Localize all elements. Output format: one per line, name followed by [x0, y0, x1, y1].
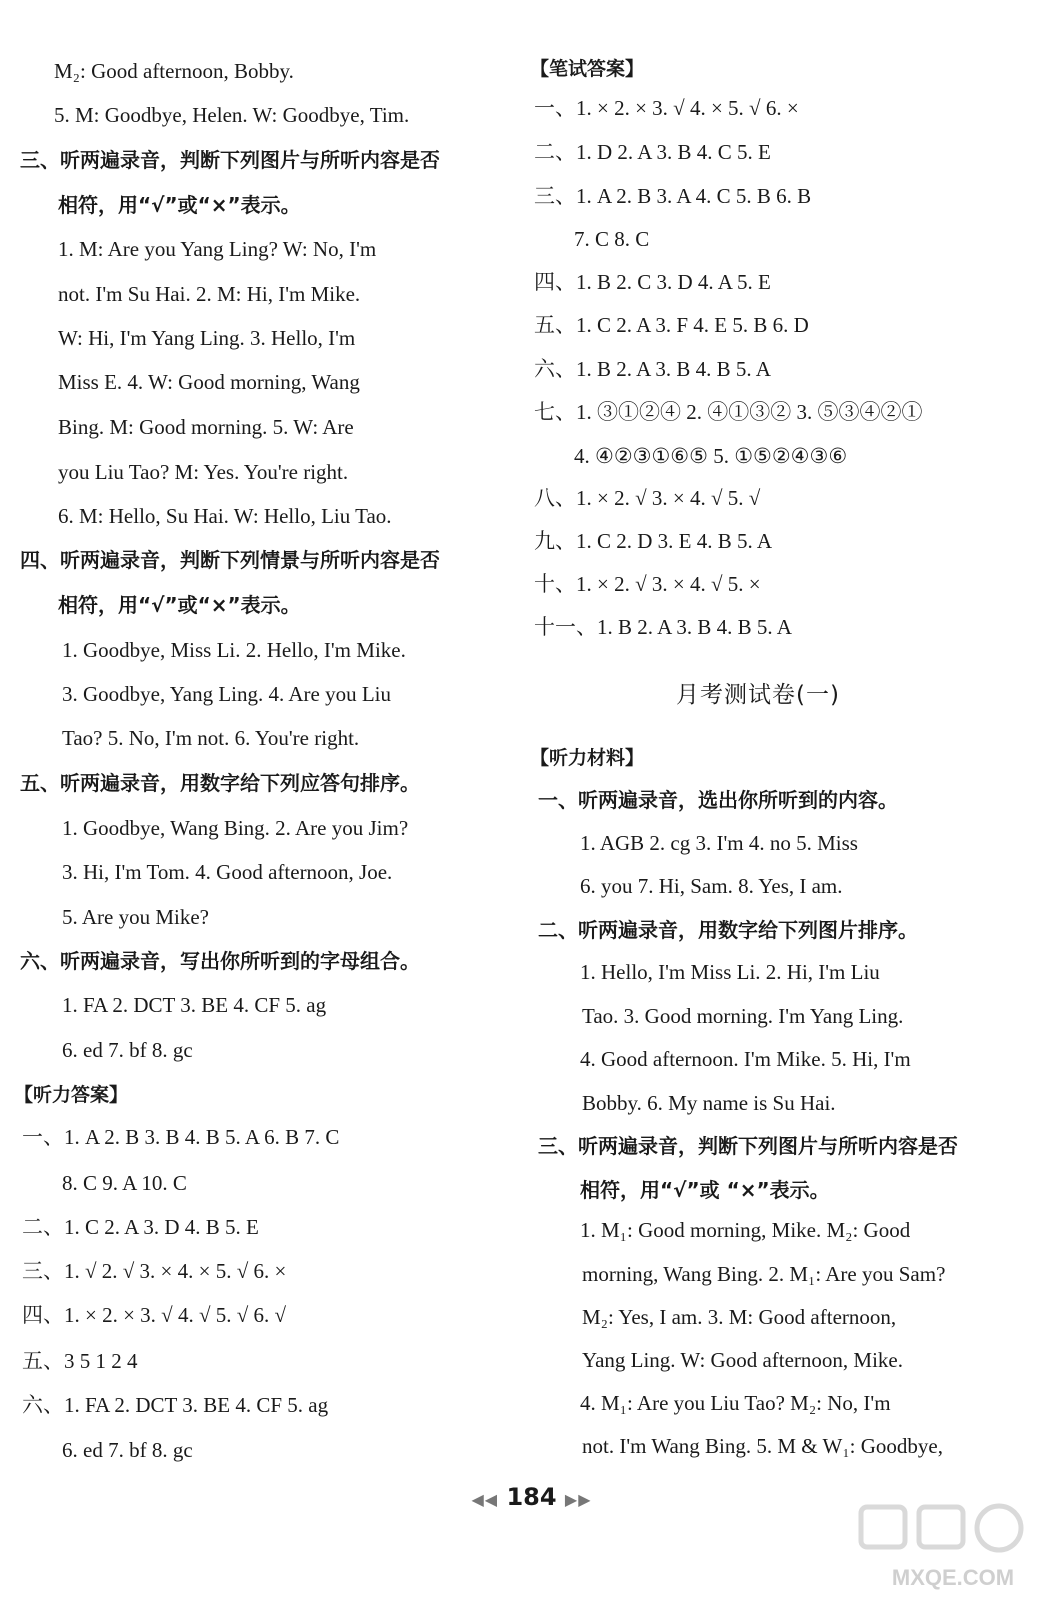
- text-line: 三、1. √ 2. √ 3. × 4. × 5. √ 6. ×: [22, 1259, 287, 1283]
- text-line: 七、1. ③①②④ 2. ④①③② 3. ⑤③④②①: [534, 400, 923, 424]
- svg-text:MXQE.COM: MXQE.COM: [891, 1565, 1015, 1590]
- text-line: 九、1. C 2. D 3. E 4. B 5. A: [534, 529, 773, 553]
- text-line: 6. M: Hello, Su Hai. W: Hello, Liu Tao.: [58, 504, 392, 528]
- text-line: 四、1. × 2. × 3. √ 4. √ 5. √ 6. √: [22, 1303, 287, 1327]
- text-line: 1. M₁: Good morning, Mike. M₂: Good: [580, 1218, 911, 1242]
- text-line: 八、1. × 2. √ 3. × 4. √ 5. √: [534, 486, 761, 510]
- prev-page-icon: ◀◀: [471, 1490, 499, 1509]
- text-line: 一、1. A 2. B 3. B 4. B 5. A 6. B 7. C: [22, 1125, 340, 1149]
- text-line: 1. M: Are you Yang Ling? W: No, I'm: [58, 237, 377, 261]
- page-number: 184: [506, 1483, 557, 1511]
- question-heading: 相符，用“√”或“×”表示。: [58, 593, 301, 617]
- text-line: Tao? 5. No, I'm not. 6. You're right.: [62, 726, 360, 750]
- text-line: morning, Wang Bing. 2. M₁: Are you Sam?: [582, 1262, 946, 1286]
- text-line: 一、1. × 2. × 3. √ 4. × 5. √ 6. ×: [534, 96, 799, 120]
- text-line: Bobby. 6. My name is Su Hai.: [582, 1091, 836, 1115]
- question-heading: 三、听两遍录音，判断下列图片与所听内容是否: [20, 148, 440, 172]
- text-line: 8. C 9. A 10. C: [62, 1171, 187, 1195]
- text-line: 7. C 8. C: [574, 227, 650, 251]
- watermark-icon: [853, 1501, 1053, 1596]
- text-line: 4. M₁: Are you Liu Tao? M₂: No, I'm: [580, 1391, 891, 1415]
- text-line: M₂: Yes, I am. 3. M: Good afternoon,: [582, 1305, 897, 1329]
- section-heading: 【听力答案】: [14, 1084, 129, 1106]
- question-heading: 相符，用“√”或“×”表示。: [58, 193, 301, 217]
- text-line: 三、1. A 2. B 3. A 4. C 5. B 6. B: [534, 184, 812, 208]
- text-line: 1. Goodbye, Wang Bing. 2. Are you Jim?: [62, 816, 409, 840]
- text-line: 1. FA 2. DCT 3. BE 4. CF 5. ag: [62, 993, 327, 1017]
- text-line: 4. ④②③①⑥⑤ 5. ①⑤②④③⑥: [574, 444, 848, 468]
- text-line: 六、1. FA 2. DCT 3. BE 4. CF 5. ag: [22, 1393, 329, 1417]
- section-title: 月考测试卷(一): [676, 682, 840, 708]
- text-line: Tao. 3. Good morning. I'm Yang Ling.: [582, 1004, 904, 1028]
- next-page-icon: ▶▶: [564, 1490, 592, 1509]
- text-line: 五、3 5 1 2 4: [22, 1349, 138, 1373]
- text-line: 5. Are you Mike?: [62, 905, 209, 929]
- question-heading: 六、听两遍录音，写出你所听到的字母组合。: [20, 949, 420, 973]
- text-line: 二、1. D 2. A 3. B 4. C 5. E: [534, 140, 771, 164]
- text-line: not. I'm Su Hai. 2. M: Hi, I'm Mike.: [58, 282, 361, 306]
- question-heading: 三、听两遍录音，判断下列图片与所听内容是否: [538, 1134, 958, 1158]
- watermark-logo: [853, 1501, 1053, 1596]
- text-line: Miss E. 4. W: Good morning, Wang: [58, 370, 360, 394]
- text-line: 1. Goodbye, Miss Li. 2. Hello, I'm Mike.: [62, 638, 406, 662]
- text-line: W: Hi, I'm Yang Ling. 3. Hello, I'm: [58, 326, 356, 350]
- text-line: 1. Hello, I'm Miss Li. 2. Hi, I'm Liu: [580, 960, 880, 984]
- text-line: 二、1. C 2. A 3. D 4. B 5. E: [22, 1215, 259, 1239]
- question-heading: 一、听两遍录音，选出你所听到的内容。: [538, 788, 898, 812]
- question-heading: 相符，用“√”或 “×”表示。: [580, 1178, 830, 1202]
- text-line: 五、1. C 2. A 3. F 4. E 5. B 6. D: [534, 313, 809, 337]
- text-line: not. I'm Wang Bing. 5. M & W₁: Goodbye,: [582, 1434, 943, 1458]
- question-heading: 五、听两遍录音，用数字给下列应答句排序。: [20, 771, 420, 795]
- question-heading: 二、听两遍录音，用数字给下列图片排序。: [538, 918, 918, 942]
- text-line: M₂: Good afternoon, Bobby.: [54, 59, 294, 83]
- text-line: 1. AGB 2. cg 3. I'm 4. no 5. Miss: [580, 831, 858, 855]
- text-line: Yang Ling. W: Good afternoon, Mike.: [582, 1348, 903, 1372]
- text-line: 3. Hi, I'm Tom. 4. Good afternoon, Joe.: [62, 860, 393, 884]
- text-line: Bing. M: Good morning. 5. W: Are: [58, 415, 354, 439]
- text-line: 6. ed 7. bf 8. gc: [62, 1438, 193, 1462]
- text-line: 6. you 7. Hi, Sam. 8. Yes, I am.: [580, 874, 843, 898]
- text-line: 4. Good afternoon. I'm Mike. 5. Hi, I'm: [580, 1047, 911, 1071]
- text-line: 3. Goodbye, Yang Ling. 4. Are you Liu: [62, 682, 391, 706]
- section-heading: 【笔试答案】: [530, 58, 645, 80]
- section-heading: 【听力材料】: [530, 747, 645, 769]
- text-line: you Liu Tao? M: Yes. You're right.: [58, 460, 349, 484]
- text-line: 十、1. × 2. √ 3. × 4. √ 5. ×: [534, 572, 761, 596]
- question-heading: 四、听两遍录音，判断下列情景与所听内容是否: [20, 548, 440, 572]
- text-line: 5. M: Goodbye, Helen. W: Goodbye, Tim.: [54, 103, 410, 127]
- text-line: 四、1. B 2. C 3. D 4. A 5. E: [534, 270, 771, 294]
- text-line: 6. ed 7. bf 8. gc: [62, 1038, 193, 1062]
- text-line: 六、1. B 2. A 3. B 4. B 5. A: [534, 357, 771, 381]
- text-line: 十一、1. B 2. A 3. B 4. B 5. A: [534, 615, 792, 639]
